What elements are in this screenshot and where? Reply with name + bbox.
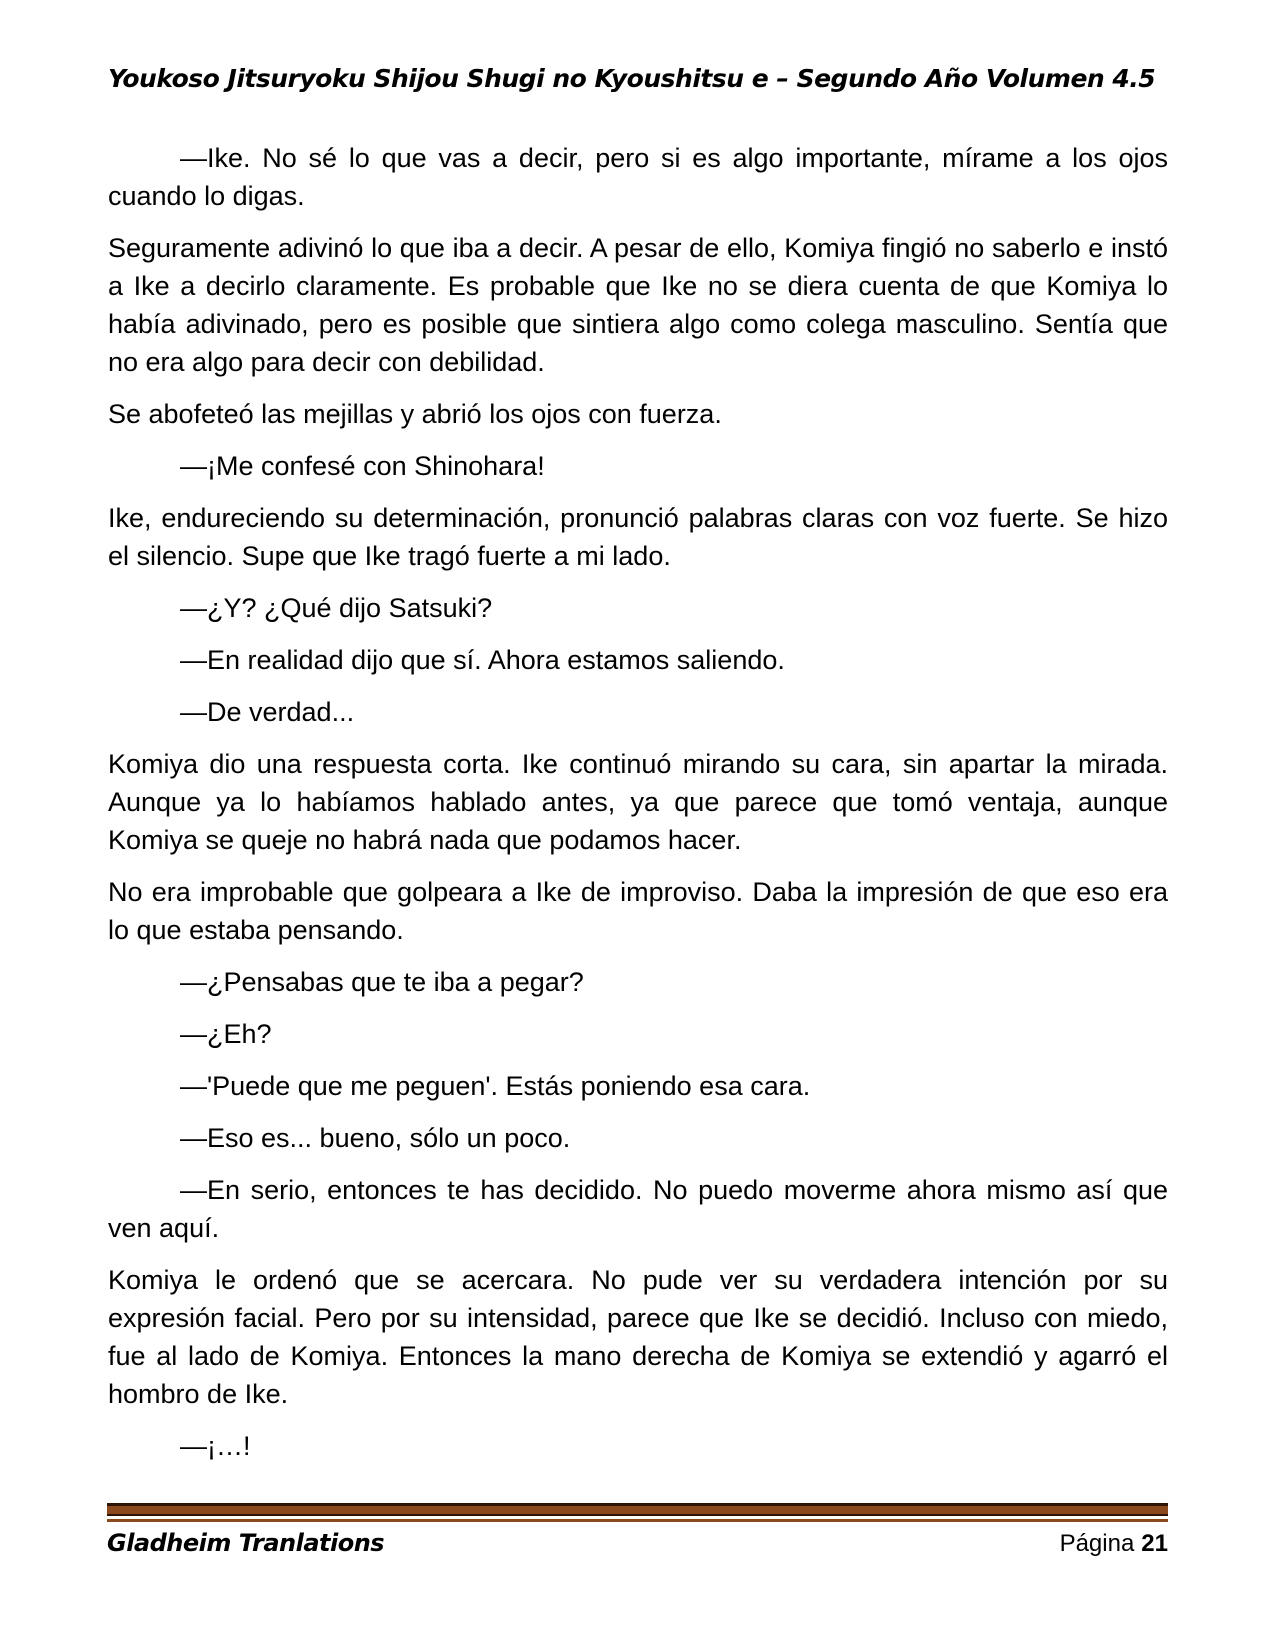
paragraph-dialogue: —¿Pensabas que te iba a pegar? (180, 967, 584, 997)
footer-rule (107, 1503, 1168, 1522)
footer-rule-thick-line (107, 1503, 1168, 1516)
paragraph-narration: Komiya dio una respuesta corta. Ike continuó mirando su cara, sin apartar la mirada. Aunque ya lo habíamos hablado antes, ya que parece que tomó ventaja, aunque Komiya se queje no habrá nada que podamos hacer. (108, 749, 1168, 855)
running-header-title: Youkoso Jitsuryoku Shijou Shugi no Kyoushitsu e – Segundo Año Volumen 4.5 (108, 64, 1156, 93)
paragraph-narration: Seguramente adivinó lo que iba a decir. A pesar de ello, Komiya fingió no saberlo e instó a Ike a decirlo claramente. Es probable que Ike no se diera cuenta de que Komiya lo había adivinado, pero es posible que sintiera algo como colega masculino. Sentía que no era algo para decir con debilidad. (108, 233, 1168, 377)
footer-rule-thin-line (107, 1519, 1168, 1522)
footer-row (107, 1529, 1168, 1558)
page-footer (107, 1503, 1168, 1558)
paragraph-dialogue: —Eso es... bueno, sólo un poco. (180, 1123, 571, 1153)
paragraph-dialogue: —¿Eh? (180, 1019, 272, 1049)
translator-credit: Gladheim Tranlations (107, 1529, 385, 1557)
page-header (108, 64, 1168, 93)
page-number-value: 21 (1141, 1530, 1168, 1557)
paragraph-dialogue: —¡…! (180, 1431, 251, 1461)
page-number-label: Página (1059, 1530, 1135, 1557)
paragraph-narration: Ike, endureciendo su determinación, pronunció palabras claras con voz fuerte. Se hizo el silencio. Supe que Ike tragó fuerte a mi lado. (108, 503, 1168, 571)
page-body (108, 139, 1168, 1465)
page-content (108, 0, 1168, 1479)
paragraph-narration: No era improbable que golpeara a Ike de improviso. Daba la impresión de que eso era lo que estaba pensando. (108, 877, 1168, 945)
paragraph-dialogue: —'Puede que me peguen'. Estás poniendo esa cara. (180, 1071, 811, 1101)
paragraph-dialogue: —Ike. No sé lo que vas a decir, pero si es algo importante, mírame a los ojos cuando lo digas. (108, 143, 1168, 211)
paragraph-narration: Se abofeteó las mejillas y abrió los ojos con fuerza. (108, 399, 722, 429)
paragraph-narration: Komiya le ordenó que se acercara. No pude ver su verdadera intención por su expresión facial. Pero por su intensidad, parece que Ike se decidió. Incluso con miedo, fue al lado de Komiya. Entonces la mano derecha de Komiya se extendió y agarró el hombro de Ike. (108, 1265, 1168, 1409)
paragraph-dialogue: —¿Y? ¿Qué dijo Satsuki? (180, 593, 493, 623)
page-number-indicator (1060, 1530, 1168, 1558)
paragraph-dialogue: —¡Me confesé con Shinohara! (180, 451, 545, 481)
paragraph-dialogue: —En serio, entonces te has decidido. No puedo moverme ahora mismo así que ven aquí. (108, 1175, 1168, 1243)
paragraph-dialogue: —De verdad... (180, 697, 355, 727)
paragraph-dialogue: —En realidad dijo que sí. Ahora estamos saliendo. (180, 645, 785, 675)
